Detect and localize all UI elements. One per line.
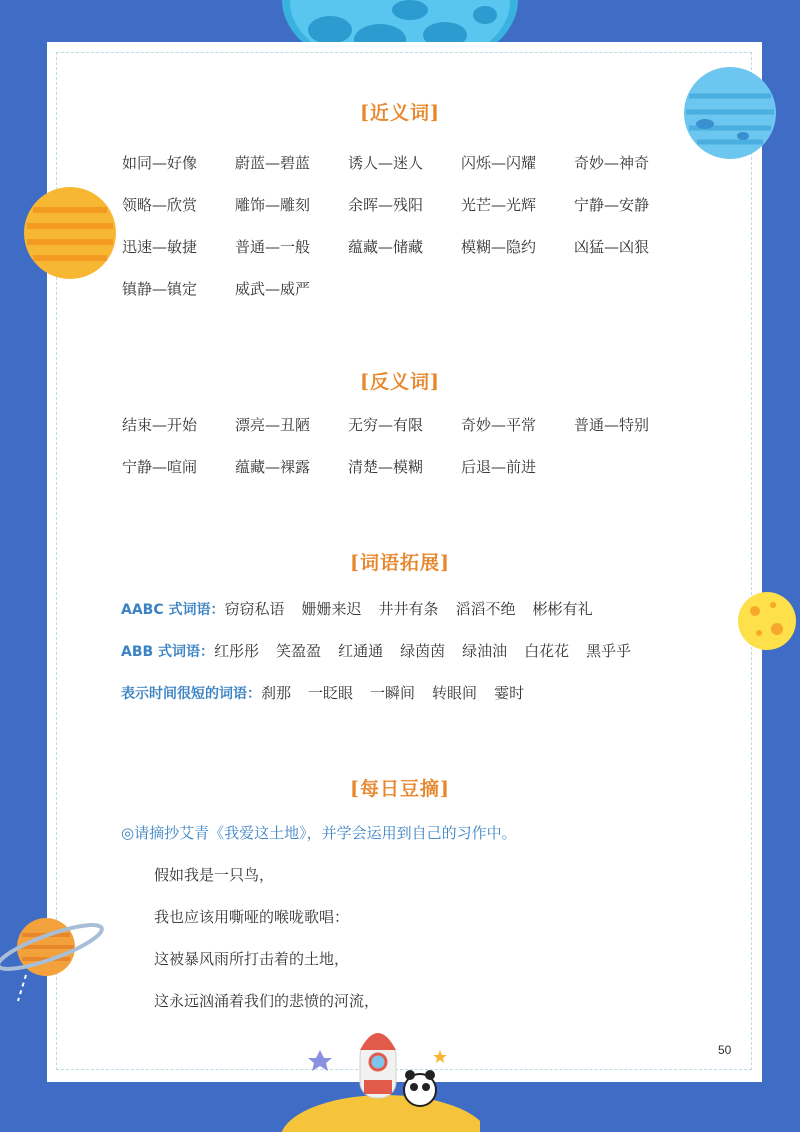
poem-line: 假如我是一只鸟， <box>154 866 275 884</box>
word-pair: 雕饰—雕刻 <box>235 196 311 214</box>
short-time-label: 表示时间很短的词语： <box>121 686 261 702</box>
word-pair: 宁静—喧闹 <box>122 458 198 476</box>
word-pair: 漂亮—丑陋 <box>235 416 311 434</box>
word-pair: 蕴藏—储藏 <box>348 238 424 256</box>
expansion-word: 黑乎乎 <box>586 642 632 660</box>
aabc-words-row <box>121 598 610 619</box>
abb-words-row <box>121 640 648 661</box>
expansion-word: 绿茵茵 <box>400 642 446 660</box>
word-pair: 无穷—有限 <box>348 416 424 434</box>
poem-line: 这永远汹涌着我们的悲愤的河流， <box>154 992 380 1010</box>
word-pair: 迅速—敏捷 <box>122 238 198 256</box>
word-pair: 结束—开始 <box>122 416 198 434</box>
daily-title: [每日豆摘] <box>350 778 450 800</box>
expansion-word: 滔滔不绝 <box>455 600 516 618</box>
expansion-title: [词语拓展] <box>350 552 450 574</box>
daily-instruction: ◎请摘抄艾青《我爱这土地》，并学会运用到自己的习作中。 <box>121 824 517 842</box>
word-pair: 宁静—安静 <box>574 196 650 214</box>
word-pair: 奇妙—平常 <box>461 416 537 434</box>
word-pair: 蕴藏—裸露 <box>235 458 311 476</box>
expansion-word: 窃窃私语 <box>224 600 285 618</box>
word-pair: 普通—一般 <box>235 238 311 256</box>
rocket-panda-illustration-icon <box>280 1010 480 1132</box>
short-time-words-row <box>121 682 541 703</box>
word-pair: 后退—前进 <box>461 458 537 476</box>
word-pair: 镇静—镇定 <box>122 280 198 298</box>
page-number: 50 <box>718 1043 732 1057</box>
poem-line: 这被暴风雨所打击着的土地， <box>154 950 350 968</box>
word-pair: 奇妙—神奇 <box>574 154 650 172</box>
ringed-planet-icon <box>0 905 110 1005</box>
expansion-word: 转眼间 <box>432 684 478 702</box>
expansion-word: 红彤彤 <box>214 642 260 660</box>
orange-planet-icon <box>23 186 117 280</box>
word-pair: 凶猛—凶狠 <box>574 238 650 256</box>
word-pair: 威武—威严 <box>235 280 311 298</box>
word-pair: 闪烁—闪耀 <box>461 154 537 172</box>
expansion-word: 一眨眼 <box>308 684 354 702</box>
synonyms-list <box>122 152 722 299</box>
expansion-word: 红通通 <box>338 642 384 660</box>
word-pair: 光芒—光辉 <box>461 196 537 214</box>
expansion-word: 绿油油 <box>462 642 508 660</box>
word-pair: 领略—欣赏 <box>122 196 198 214</box>
abb-label: ABB 式词语： <box>121 644 215 660</box>
expansion-word: 一瞬间 <box>370 684 416 702</box>
expansion-word: 霎时 <box>494 684 525 702</box>
antonyms-list <box>122 414 722 477</box>
expansion-word: 刹那 <box>261 684 292 702</box>
word-pair: 如同—好像 <box>122 154 198 172</box>
expansion-word: 姗姗来迟 <box>301 600 362 618</box>
antonyms-title: [反义词] <box>360 371 440 393</box>
expansion-word: 井井有条 <box>378 600 439 618</box>
word-pair: 余晖—残阳 <box>348 196 424 214</box>
synonyms-title: [近义词] <box>360 102 440 124</box>
word-pair: 清楚—模糊 <box>348 458 424 476</box>
word-pair: 诱人—迷人 <box>348 154 424 172</box>
poem-line: 我也应该用嘶哑的喉咙歌唱： <box>154 908 350 926</box>
yellow-moon-icon <box>737 591 797 651</box>
word-pair: 普通—特别 <box>574 416 650 434</box>
word-pair: 蔚蓝—碧蓝 <box>235 154 311 172</box>
expansion-word: 彬彬有礼 <box>532 600 593 618</box>
word-pair: 模糊—隐约 <box>461 238 537 256</box>
expansion-word: 白花花 <box>524 642 570 660</box>
expansion-word: 笑盈盈 <box>276 642 322 660</box>
aabc-label: AABC 式词语： <box>121 602 225 618</box>
